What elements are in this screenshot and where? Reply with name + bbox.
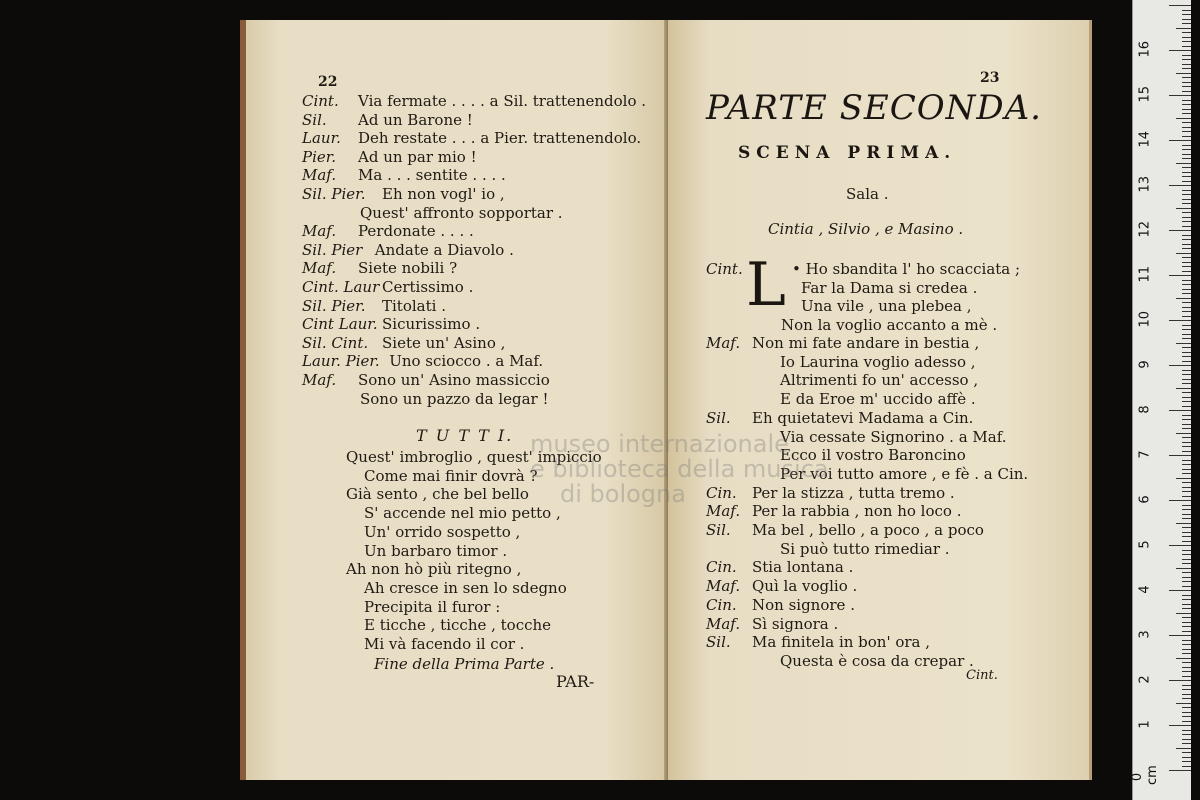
ruler-tick [1182, 55, 1191, 56]
ruler-tick [1182, 554, 1191, 555]
speaker-label: Maf. [706, 577, 741, 596]
ruler-label: 1 [1137, 720, 1153, 729]
parte-seconda-title: PARTE SECONDA. [706, 88, 1042, 128]
ruler-tick [1182, 716, 1191, 717]
ruler-tick [1182, 10, 1191, 11]
ruler-tick [1182, 199, 1191, 200]
dialogue-line: Altrimenti fo un' accesso , [780, 371, 979, 390]
ruler-tick [1182, 239, 1191, 240]
ruler-tick [1182, 334, 1191, 335]
speaker-label: Laur. [302, 129, 341, 148]
ruler-tick [1182, 149, 1191, 150]
dialogue-line: Sì signora . [752, 614, 839, 633]
ruler-tick [1182, 653, 1191, 654]
ruler-tick [1182, 77, 1191, 78]
ruler-tick [1182, 734, 1191, 735]
ruler-tick [1182, 383, 1191, 384]
ruler-tick [1182, 347, 1191, 348]
ruler-tick [1182, 226, 1191, 227]
dialogue-line: Ma bel , bello , a poco , a poco [752, 521, 984, 539]
dropcap-verse: Una vile , una plebea , [801, 297, 972, 315]
ruler-tick [1169, 725, 1191, 726]
ruler-label: 0 cm [1130, 765, 1160, 785]
ruler-tick [1182, 586, 1191, 587]
scena-prima-heading: SCENA PRIMA. [738, 143, 957, 163]
ruler-tick [1169, 365, 1191, 366]
ruler-tick [1176, 298, 1191, 299]
ruler-tick [1182, 154, 1191, 155]
dialogue-line: Deh restate . . . a Pier. trattenendolo. [358, 129, 642, 148]
ruler-tick [1182, 437, 1191, 438]
left-page [240, 20, 668, 780]
ruler-tick [1182, 23, 1191, 24]
tutti-verse: Come mai finir dovrà ? [364, 466, 538, 485]
dropcap-verse: • Ho sbandita l' ho scacciata ; [792, 260, 1021, 278]
dialogue-line: Io Laurina voglio adesso , [780, 352, 976, 371]
ruler-tick [1182, 559, 1191, 560]
dialogue-line: Eh quietatevi Madama a Cin. [752, 408, 974, 427]
ruler-tick [1182, 415, 1191, 416]
ruler-tick [1182, 640, 1191, 641]
ruler-label: 5 [1137, 540, 1153, 549]
ruler-tick [1182, 644, 1191, 645]
speaker-label: Maf. [706, 614, 741, 633]
speaker-label: Maf. [302, 259, 337, 278]
ruler-label: 15 [1137, 85, 1153, 103]
ruler-tick [1182, 352, 1191, 353]
ruler-tick [1176, 478, 1191, 479]
dialogue-line: Siete un' Asino , [382, 333, 506, 352]
ruler-tick [1182, 14, 1191, 15]
tutti-verse: Quest' imbroglio , quest' impiccio [346, 448, 602, 466]
speaker-label: Cin. [706, 483, 737, 502]
dialogue-line: Sono un pazzo da legar ! [360, 389, 549, 408]
dialogue-line: Sicurissimo . [382, 315, 481, 334]
speaker-label: Sil. Pier. [302, 185, 366, 203]
ruler-tick [1182, 446, 1191, 447]
library-watermark [530, 432, 829, 507]
ruler-label: 11 [1137, 265, 1153, 283]
left-catchword: PAR- [556, 672, 595, 691]
ruler-tick [1182, 271, 1191, 272]
dialogue-line: Per la stizza , tutta tremo . [752, 483, 955, 502]
ruler-tick [1182, 428, 1191, 429]
dialogue-line: Andate a Diavolo . [374, 240, 514, 259]
speaker-label: Cin. [706, 558, 737, 577]
ruler-tick [1169, 230, 1191, 231]
speaker-label: Cint Laur. [302, 315, 378, 334]
speaker-label: Cint. [302, 92, 339, 110]
ruler-tick [1182, 289, 1191, 290]
ruler-label: 6 [1137, 495, 1153, 504]
tutti-heading: T U T T I. [416, 426, 514, 445]
ruler-tick [1182, 280, 1191, 281]
tutti-verse: E ticche , ticche , tocche [364, 616, 552, 635]
dialogue-line: Ma . . . sentite . . . . [358, 166, 506, 185]
ruler-tick [1182, 325, 1191, 326]
ruler-tick [1169, 635, 1191, 636]
dropcap-speaker: Cint. [706, 260, 743, 278]
ruler-tick [1182, 190, 1191, 191]
dialogue-line: Ad un par mio ! [358, 147, 477, 166]
ruler-tick [1182, 221, 1191, 222]
ruler-tick [1182, 496, 1191, 497]
ruler-tick [1182, 392, 1191, 393]
speaker-label: Maf. [302, 371, 337, 389]
ruler-tick [1182, 127, 1191, 128]
ruler-tick [1169, 500, 1191, 501]
ruler-tick [1169, 50, 1191, 51]
tutti-verse: Già sento , che bel bello [346, 485, 529, 504]
dialogue-line: Questa è cosa da crepar . [780, 651, 974, 670]
ruler-tick [1169, 770, 1191, 771]
ruler-tick [1182, 622, 1191, 623]
ruler-tick [1182, 536, 1191, 537]
ruler-tick [1182, 757, 1191, 758]
ruler-tick [1176, 73, 1191, 74]
ruler-tick [1182, 532, 1191, 533]
right-page [668, 20, 1092, 780]
dialogue-line: Stia lontana . [752, 558, 854, 577]
ruler-tick [1176, 568, 1191, 569]
speaker-label: Sil. [302, 110, 327, 129]
ruler-tick [1182, 491, 1191, 492]
ruler-tick [1182, 676, 1191, 677]
ruler-tick [1169, 545, 1191, 546]
ruler-tick [1182, 136, 1191, 137]
ruler-tick [1182, 244, 1191, 245]
ruler-tick [1182, 86, 1191, 87]
ruler-tick [1182, 356, 1191, 357]
ruler-label: 12 [1137, 220, 1153, 238]
dialogue-line: Non signore . [752, 595, 855, 614]
ruler-tick [1169, 275, 1191, 276]
tutti-verse: Ah cresce in sen lo sdegno [364, 578, 567, 597]
ruler-tick [1182, 721, 1191, 722]
ruler-tick [1182, 442, 1191, 443]
characters-list: Cintia , Silvio , e Masino . [768, 220, 964, 238]
ruler-tick [1182, 109, 1191, 110]
ruler-tick [1182, 505, 1191, 506]
speaker-label: Maf. [706, 502, 741, 521]
ruler-tick [1182, 649, 1191, 650]
dialogue-line: Sono un' Asino massiccio [358, 371, 550, 389]
ruler-tick [1182, 266, 1191, 267]
ruler-tick [1182, 91, 1191, 92]
ruler-tick [1169, 590, 1191, 591]
speaker-label: Sil. Cint. [302, 333, 369, 352]
tutti-verse: Un' orrido sospetto , [364, 522, 521, 541]
ruler-tick [1182, 419, 1191, 420]
speaker-label: Sil. [706, 408, 731, 427]
dialogue-line: Per la rabbia , non ho loco . [752, 502, 962, 521]
ruler-tick [1182, 370, 1191, 371]
ruler-tick [1182, 473, 1191, 474]
ruler-tick [1182, 406, 1191, 407]
ruler-tick [1169, 410, 1191, 411]
ruler-tick [1176, 523, 1191, 524]
ruler-tick [1182, 626, 1191, 627]
dropcap-verse: Non la voglio accanto a mè . [781, 315, 998, 334]
ruler-tick [1176, 433, 1191, 434]
ruler-label: 13 [1137, 175, 1153, 193]
ruler-tick [1176, 748, 1191, 749]
speaker-label: Cin. [706, 595, 737, 614]
dialogue-line: Perdonate . . . . [358, 222, 474, 241]
ruler-tick [1182, 739, 1191, 740]
ruler-tick [1182, 712, 1191, 713]
tutti-verse: Mi và facendo il cor . [364, 635, 525, 653]
ruler-tick [1182, 41, 1191, 42]
ruler-tick [1182, 158, 1191, 159]
ruler-tick [1182, 577, 1191, 578]
ruler-tick [1182, 338, 1191, 339]
tutti-verse: Ah non hò più ritegno , [346, 560, 522, 579]
dialogue-line: Via fermate . . . . a Sil. trattenendolo . [358, 92, 647, 110]
speaker-label: Sil. Pier [302, 240, 363, 259]
ruler-tick [1182, 316, 1191, 317]
ruler-tick [1182, 730, 1191, 731]
ruler-tick [1182, 424, 1191, 425]
ruler-tick [1182, 311, 1191, 312]
dialogue-line: Ma finitela in bon' ora , [752, 633, 931, 652]
ruler-tick [1182, 752, 1191, 753]
fine-prima-parte: Fine della Prima Parte . [374, 655, 555, 673]
ruler-tick [1182, 541, 1191, 542]
ruler-tick [1182, 257, 1191, 258]
ruler-tick [1182, 217, 1191, 218]
speaker-label: Sil. Pier. [302, 296, 366, 315]
dialogue-line: Si può tutto rimediar . [780, 539, 950, 558]
right-page-number: 23 [980, 70, 1000, 86]
ruler-tick [1182, 293, 1191, 294]
ruler-tick [1182, 329, 1191, 330]
ruler-tick [1182, 284, 1191, 285]
ruler-label: 2 [1137, 675, 1153, 684]
ruler-tick [1182, 460, 1191, 461]
ruler-tick [1182, 509, 1191, 510]
ruler-tick [1182, 104, 1191, 105]
ruler-tick [1182, 617, 1191, 618]
ruler-tick [1182, 68, 1191, 69]
ruler-label: 4 [1137, 585, 1153, 594]
ruler-tick [1182, 662, 1191, 663]
speaker-label: Pier. [302, 147, 337, 166]
ruler-tick [1169, 320, 1191, 321]
ruler-tick [1182, 302, 1191, 303]
watermark-line-2: e biblioteca della musica [530, 455, 829, 483]
dropcap-verse: Far la Dama si credea . [801, 278, 978, 297]
dialogue-line: Eh non vogl' io , [382, 185, 505, 203]
ruler-tick [1182, 401, 1191, 402]
ruler-tick [1182, 307, 1191, 308]
ruler-tick [1182, 694, 1191, 695]
ruler-label: 14 [1137, 130, 1153, 148]
ruler-tick [1182, 374, 1191, 375]
ruler-tick [1182, 487, 1191, 488]
ruler-tick [1176, 253, 1191, 254]
ruler-tick [1182, 176, 1191, 177]
dialogue-line: Non mi fate andare in bestia , [752, 334, 980, 352]
speaker-label: Maf. [302, 166, 337, 185]
ruler-tick [1182, 19, 1191, 20]
ruler-tick [1182, 122, 1191, 123]
ruler-tick [1176, 208, 1191, 209]
dialogue-line: Quest' affronto sopportar . [360, 203, 563, 222]
speaker-label: Laur. Pier. [302, 352, 380, 371]
dialogue-line: Uno sciocco . a Maf. [389, 352, 544, 371]
dialogue-line: Via cessate Signorino . a Maf. [780, 427, 1007, 446]
dialogue-line: Ecco il vostro Baroncino [780, 446, 966, 465]
ruler-tick [1182, 581, 1191, 582]
dialogue-line: Certissimo . [382, 278, 474, 296]
ruler-tick [1182, 631, 1191, 632]
ruler-tick [1182, 667, 1191, 668]
ruler-tick [1182, 527, 1191, 528]
ruler-tick [1182, 604, 1191, 605]
ruler-tick [1182, 361, 1191, 362]
ruler-tick [1176, 703, 1191, 704]
watermark-line-3: di bologna [560, 480, 686, 508]
ruler-tick [1182, 32, 1191, 33]
setting-label: Sala . [846, 185, 889, 203]
ruler-tick [1169, 185, 1191, 186]
ruler-label: 7 [1137, 450, 1153, 459]
ruler-tick [1182, 469, 1191, 470]
dialogue-line: Titolati . [382, 296, 446, 315]
ruler-tick [1182, 766, 1191, 767]
ruler-label: 9 [1137, 360, 1153, 369]
dialogue-line: Siete nobili ? [358, 259, 458, 278]
speaker-label: Maf. [706, 334, 741, 352]
ruler-tick [1176, 658, 1191, 659]
ruler-tick [1182, 464, 1191, 465]
tutti-verse: Precipita il furor : [364, 597, 501, 616]
ruler-tick [1182, 131, 1191, 132]
dialogue-line: Ad un Barone ! [358, 110, 473, 129]
ruler-tick [1169, 680, 1191, 681]
ruler-tick [1182, 100, 1191, 101]
ruler-tick [1182, 181, 1191, 182]
ruler-tick [1182, 167, 1191, 168]
ruler-tick [1182, 707, 1191, 708]
speaker-label: Maf. [302, 222, 337, 241]
ruler-tick [1182, 608, 1191, 609]
ruler-tick [1182, 685, 1191, 686]
ruler-tick [1182, 514, 1191, 515]
open-book [240, 20, 1092, 780]
ruler-tick [1176, 613, 1191, 614]
tutti-verse: S' accende nel mio petto , [364, 504, 561, 523]
speaker-label: Sil. [706, 633, 731, 652]
ruler-tick [1182, 46, 1191, 47]
right-catchword: Cint. [966, 668, 998, 683]
ruler-tick [1182, 248, 1191, 249]
ruler-tick [1182, 397, 1191, 398]
ruler-tick [1182, 113, 1191, 114]
ruler-tick [1182, 145, 1191, 146]
ruler-tick [1182, 563, 1191, 564]
ruler-tick [1182, 82, 1191, 83]
ruler-label: 8 [1137, 405, 1153, 414]
ruler-tick [1182, 761, 1191, 762]
ruler-tick [1182, 451, 1191, 452]
speaker-label: Sil. [706, 521, 731, 539]
ruler-tick [1182, 172, 1191, 173]
ruler-label: 3 [1137, 630, 1153, 639]
ruler-label: 16 [1137, 40, 1153, 58]
tutti-verse: Un barbaro timor . [364, 541, 508, 560]
ruler-tick [1182, 37, 1191, 38]
ruler-tick [1169, 140, 1191, 141]
ruler-tick [1182, 550, 1191, 551]
ruler-tick [1182, 518, 1191, 519]
ruler-tick [1169, 455, 1191, 456]
ruler-tick [1182, 194, 1191, 195]
ruler-tick [1182, 572, 1191, 573]
ruler-tick [1182, 59, 1191, 60]
left-page-number: 22 [318, 74, 338, 90]
ruler-tick [1176, 388, 1191, 389]
ruler-tick [1182, 599, 1191, 600]
ruler-tick [1182, 595, 1191, 596]
ruler-tick [1169, 5, 1191, 6]
ruler-tick [1182, 743, 1191, 744]
ruler-tick [1182, 698, 1191, 699]
dialogue-line: Quì la voglio . [752, 577, 858, 596]
speaker-label: Cint. Laur [302, 278, 380, 296]
ruler-tick [1176, 163, 1191, 164]
ruler-tick [1182, 671, 1191, 672]
ruler-tick [1176, 28, 1191, 29]
ruler-tick [1169, 95, 1191, 96]
ruler-tick [1182, 235, 1191, 236]
ruler-tick [1182, 212, 1191, 213]
dialogue-line: E da Eroe m' uccido affè . [780, 390, 976, 409]
watermark-line-1: museo internazionale [530, 430, 789, 458]
ruler-tick [1182, 64, 1191, 65]
ruler-tick [1182, 482, 1191, 483]
ruler-tick [1182, 689, 1191, 690]
ruler-tick [1176, 118, 1191, 119]
ruler-tick [1182, 203, 1191, 204]
ruler-tick [1182, 262, 1191, 263]
dropcap-letter: L [746, 250, 786, 320]
ruler-tick [1176, 343, 1191, 344]
ruler-tick [1182, 379, 1191, 380]
dialogue-line: Per voi tutto amore , e fè . a Cin. [780, 464, 1029, 483]
ruler-label: 10 [1137, 310, 1153, 328]
measurement-ruler [1132, 0, 1191, 800]
